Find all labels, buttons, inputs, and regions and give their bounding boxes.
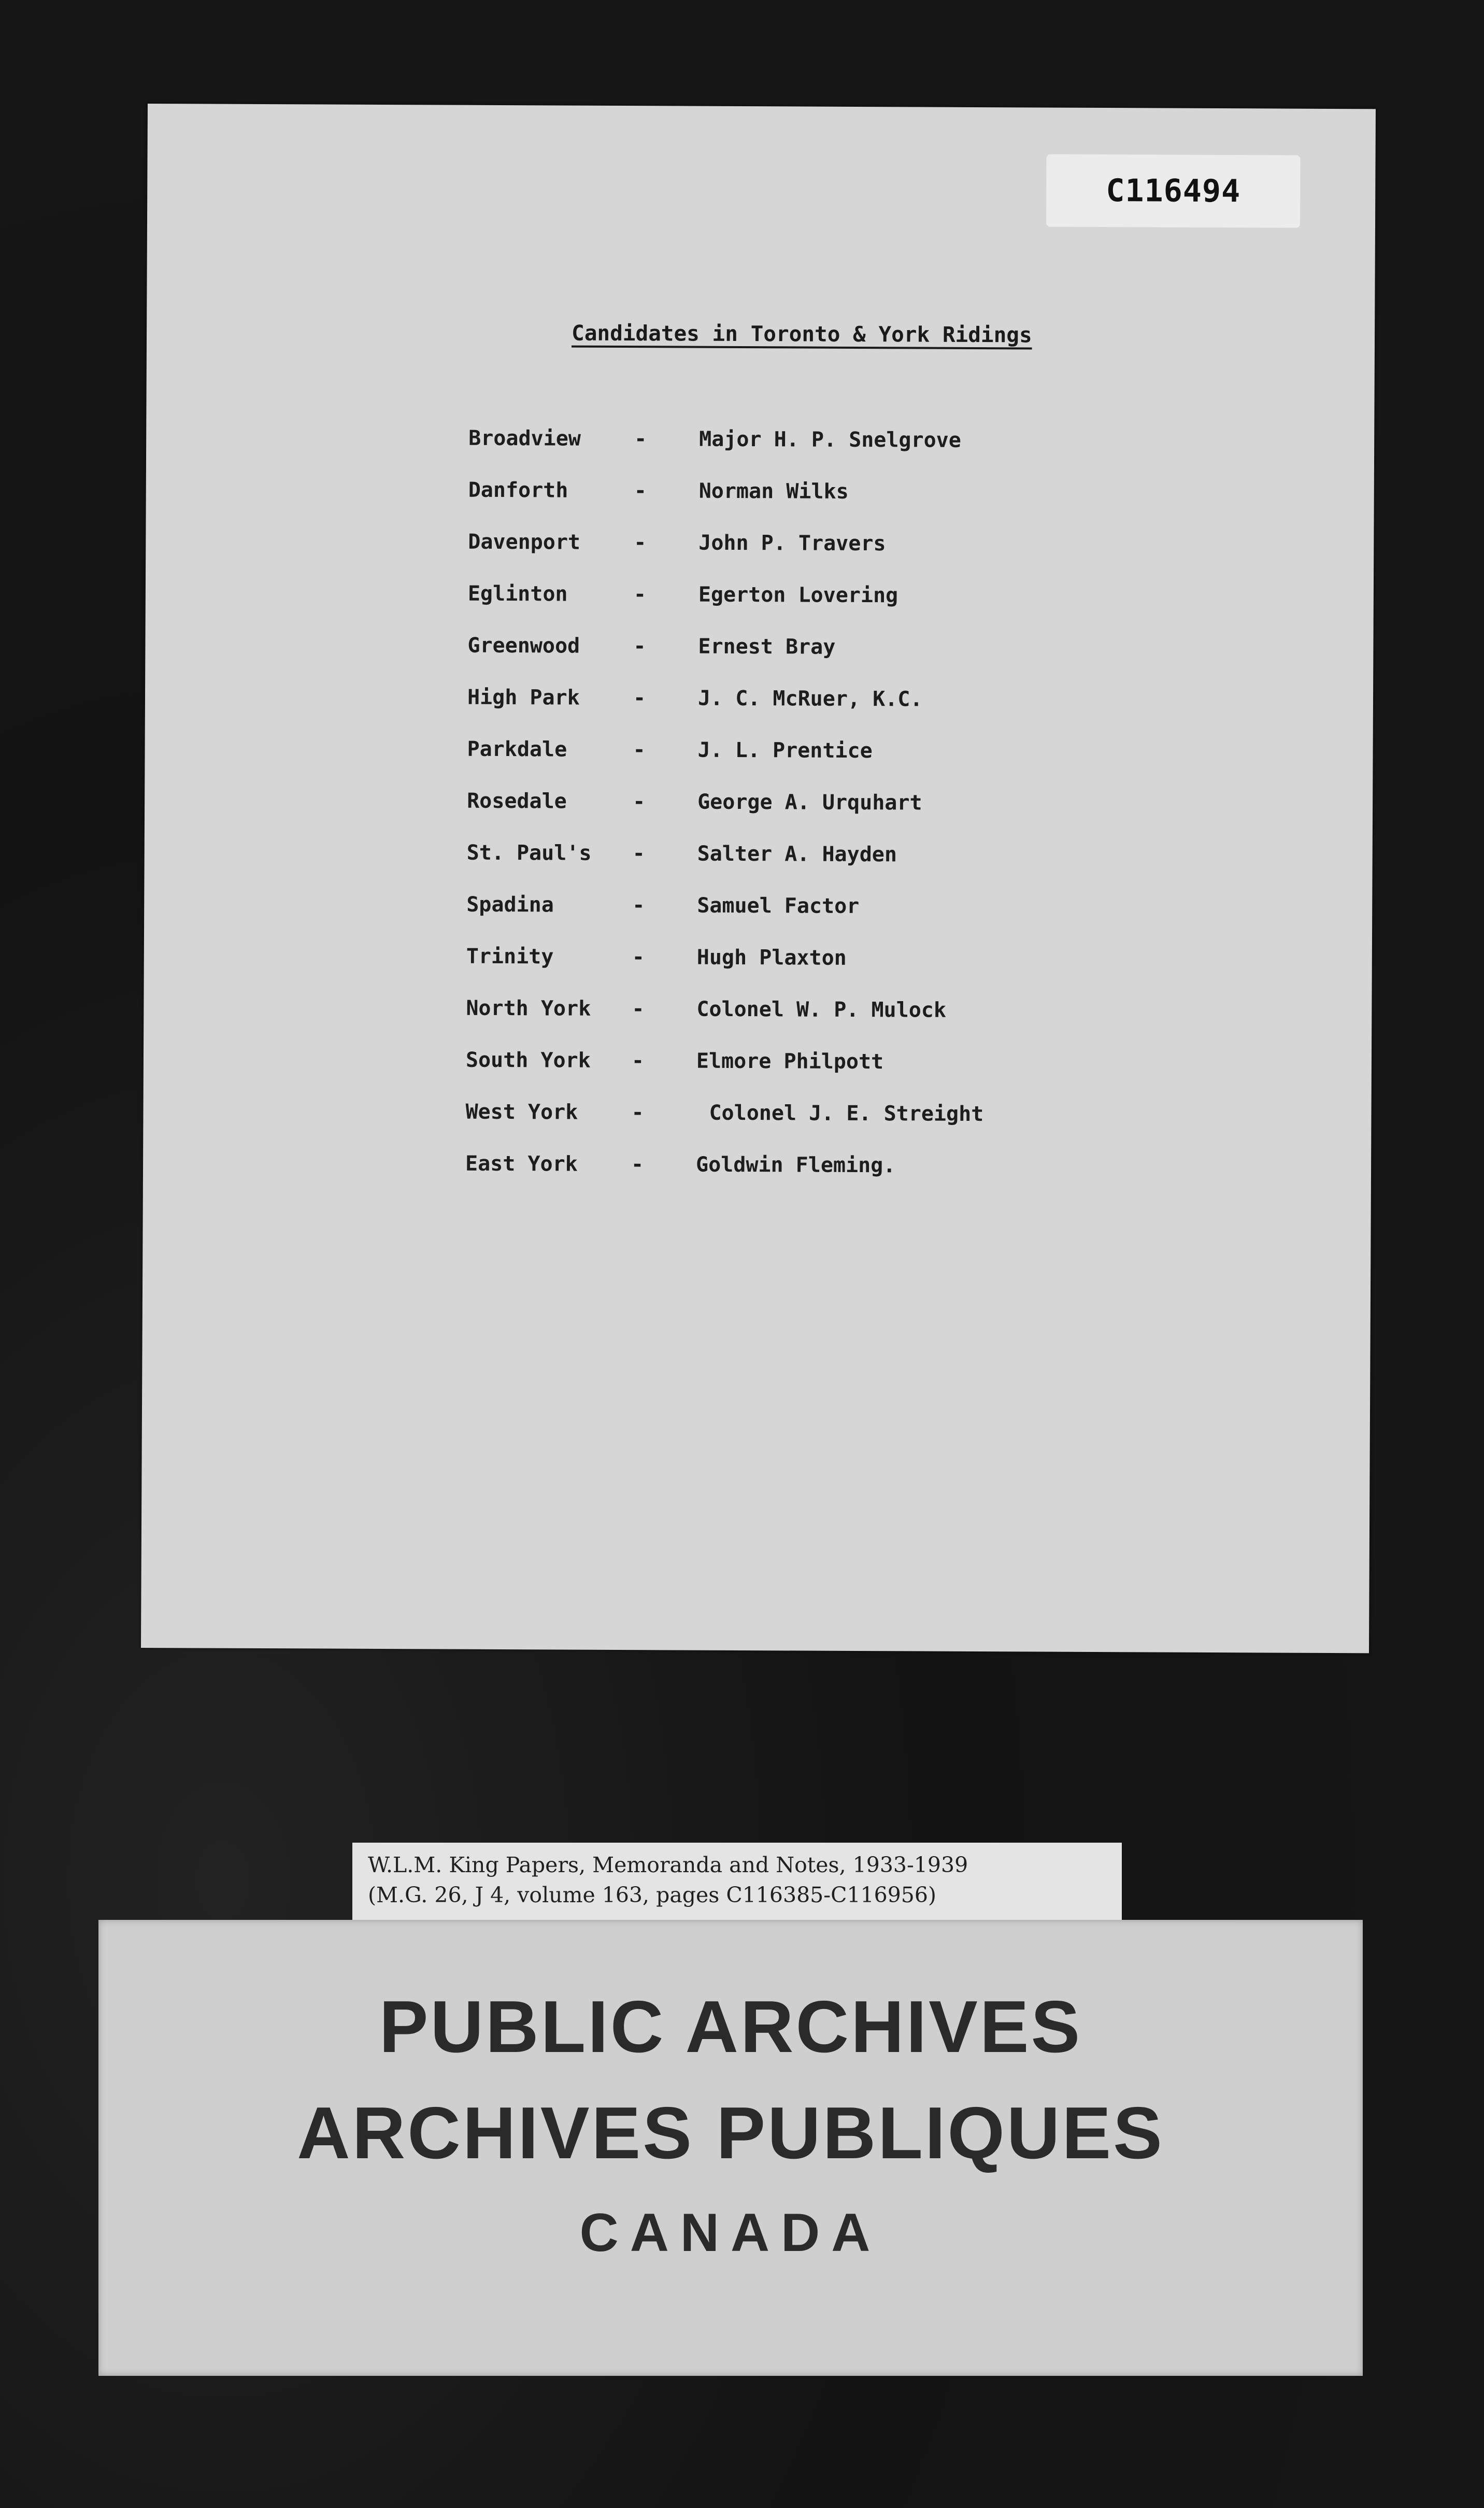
candidate-name: Goldwin Fleming. [695,1152,896,1178]
page-number-stamp: C116494 [1046,154,1301,228]
list-item [145,684,1373,725]
riding-name: Rosedale [467,789,567,814]
candidate-name: J. L. Prentice [697,738,873,763]
candidate-name: Ernest Bray [698,634,836,659]
archive-label-line-2: (M.G. 26, J 4, volume 163, pages C116385-C116956) [368,1883,936,1907]
separator-dash: - [633,686,646,710]
separator-dash: - [632,842,645,866]
riding-name: South York [465,1048,591,1073]
page-title: Candidates in Toronto & York Ridings [571,320,1032,348]
candidate-name: Hugh Plaxton [696,945,847,970]
separator-dash: - [631,1101,644,1125]
list-item [144,891,1372,933]
list-item [144,839,1372,881]
list-item [146,580,1374,622]
separator-dash: - [634,479,647,503]
candidate-name: Colonel W. P. Mulock [696,997,947,1022]
plate-line-country: CANADA [579,2203,882,2263]
list-item [143,1099,1371,1140]
plate-line-french: ARCHIVES PUBLIQUES [297,2092,1164,2174]
list-item [143,1150,1371,1192]
candidate-name: Salter A. Hayden [697,842,897,867]
riding-name: Parkdale [467,737,567,762]
list-item [146,425,1374,466]
candidate-name: George A. Urquhart [697,790,922,815]
riding-name: Trinity [466,944,554,969]
candidate-name: Egerton Lovering [698,582,898,608]
candidate-name: Elmore Philpott [696,1049,884,1074]
separator-dash: - [634,531,647,555]
document-page [141,104,1376,1653]
candidate-name: Major H. P. Snelgrove [699,427,962,452]
separator-dash: - [633,634,646,659]
list-item [144,1047,1372,1088]
riding-name: Spadina [466,892,554,917]
public-archives-plate [98,1920,1363,2376]
separator-dash: - [631,1152,644,1177]
separator-dash: - [632,945,645,970]
candidate-name: J. C. McRuer, K.C. [697,686,923,711]
separator-dash: - [634,427,647,451]
riding-name: Davenport [468,530,581,554]
riding-name: St. Paul's [466,840,592,865]
separator-dash: - [632,997,645,1021]
candidate-list [141,104,1376,1653]
riding-name: West York [465,1100,578,1124]
list-item [146,477,1374,518]
list-item [146,529,1374,570]
candidate-name: Colonel J. E. Streight [709,1101,984,1127]
riding-name: Eglinton [467,581,568,606]
list-item [145,788,1373,829]
list-item [144,995,1372,1036]
archive-reference-label [352,1843,1122,1920]
riding-name: Broadview [468,426,581,451]
candidate-name: John P. Travers [698,531,886,556]
riding-name: Greenwood [467,633,580,658]
separator-dash: - [633,582,647,607]
candidate-name: Samuel Factor [697,893,860,919]
riding-name: North York [466,996,591,1021]
riding-name: Danforth [468,478,568,503]
separator-dash: - [631,1049,645,1073]
separator-dash: - [632,893,645,918]
list-item [145,632,1373,674]
riding-name: High Park [467,685,580,710]
separator-dash: - [633,738,646,762]
separator-dash: - [633,790,646,814]
riding-name: East York [465,1151,578,1176]
list-item [144,943,1372,985]
list-item [145,736,1373,777]
plate-line-english: PUBLIC ARCHIVES [379,1986,1082,2068]
candidate-name: Norman Wilks [698,479,849,504]
archive-label-line-1: W.L.M. King Papers, Memoranda and Notes, 1933-1939 [368,1852,968,1877]
